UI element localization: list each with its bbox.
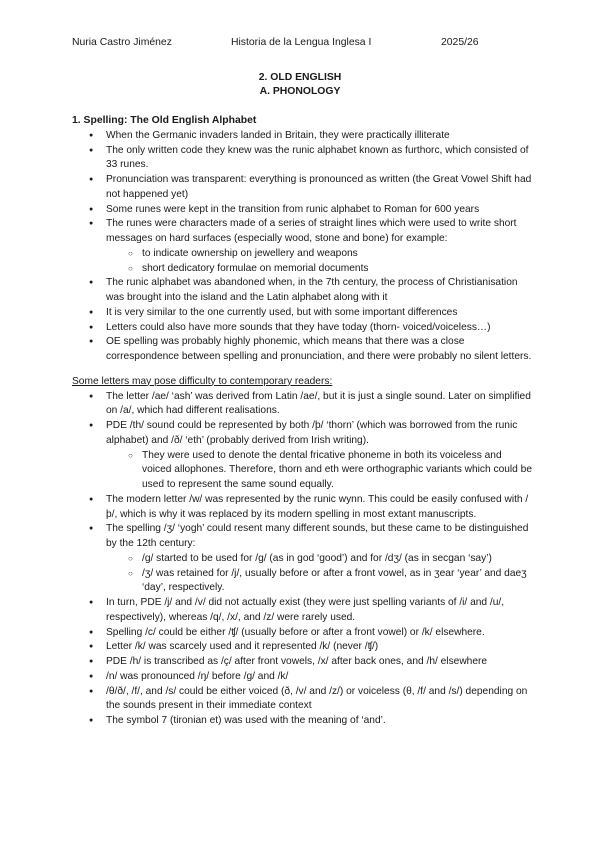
header-author: Nuria Castro Jiménez	[72, 37, 172, 48]
section1-list	[72, 129, 532, 365]
list-item: ● The letter /ae/ ‘ash’ was derived from Latin /ae/, but it is just a single sound. Later on simplified on /a/, which had different realisations.	[72, 390, 532, 420]
list-item-thorn	[72, 419, 532, 493]
list-item-runes	[72, 217, 532, 276]
page-header	[0, 37, 600, 51]
list-item-text: The spelling /ʒ/ ‘yogh’ could resent many different sounds, but these came to be distinguished by the 12th century:	[106, 523, 529, 549]
list-item: ● Spelling /c/ could be either /ʧ/ (usually before or after a front vowel) or /k/ elsewhere.	[72, 626, 532, 641]
sub-list-item: ○ /ʒ/ was retained for /j/, usually before or after a front vowel, as in ʒear ‘year’ and daeʒ ‘day’, respectively.	[72, 567, 532, 597]
list-item: ● The symbol 7 (tironian et) was used with the meaning of ‘and’.	[72, 714, 532, 729]
list-item: ● It is very similar to the one currently used, but with some important differences	[72, 306, 532, 321]
header-course: Historia de la Lengua Inglesa I	[231, 37, 372, 48]
list-item: ● The only written code they knew was the runic alphabet known as furthorc, which consisted of 33 runes.	[72, 144, 532, 174]
sub-list-item: ○ They were used to denote the dental fricative phoneme in both its voiceless and voiced allophones. Therefore, thorn and eth were orthographic variants which could be used to represent the same sound equally.	[72, 449, 532, 493]
document-body	[72, 114, 532, 729]
list-item-text: The runes were characters made of a series of straight lines which were used to write short messages on hard surfaces (especially wood, stone and bone) for example:	[106, 218, 517, 244]
list-item: ● Letter /k/ was scarcely used and it represented /k/ (never /ʧ/)	[72, 640, 532, 655]
list-item: ● When the Germanic invaders landed in Britain, they were practically illiterate	[72, 129, 532, 144]
list-item: ● Pronunciation was transparent: everything is pronounced as written (the Great Vowel Shift had not happened yet)	[72, 173, 532, 203]
list-item: ● OE spelling was probably highly phonemic, which means that there was a close correspondence between spelling and pronunciation, and there were probably no silent letters.	[72, 335, 532, 365]
main-title: 2. OLD ENGLISH	[258, 72, 342, 83]
section2-heading: Some letters may pose difficulty to contemporary readers:	[72, 375, 333, 387]
sub-list-item: ○ to indicate ownership on jewellery and weapons	[72, 247, 532, 262]
list-item: ● The modern letter /w/ was represented by the runic wynn. This could be easily confused with /þ/, which is why it was replaced by its modern spelling in most extant manuscripts.	[72, 493, 532, 523]
list-item-text: PDE /th/ sound could be represented by both /þ/ ‘thorn’ (which was borrowed from the runic alphabet) and /ð/ ‘eth’ (probably derived from Irish writing).	[106, 420, 518, 446]
yogh-sublist	[106, 552, 532, 596]
list-item: ● In turn, PDE /j/ and /v/ did not actually exist (they were just spelling variants of /i/ and /u/, respectively), whereas /q/, /x/, and /z/ were rarely used.	[72, 596, 532, 626]
list-item-yogh	[72, 522, 532, 596]
list-item: ● /n/ was pronounced /ŋ/ before /g/ and /k/	[72, 670, 532, 685]
section-title: 1. Spelling: The Old English Alphabet	[72, 115, 257, 126]
list-item: ● Letters could also have more sounds that they have today (thorn- voiced/voiceless…)	[72, 321, 532, 336]
runes-sublist	[106, 247, 532, 277]
document-titles	[0, 71, 600, 99]
sub-list-item: ○ short dedicatory formulae on memorial documents	[72, 262, 532, 277]
sub-list-item: ○ /g/ started to be used for /g/ (as in god ‘good’) and for /dʒ/ (as in secgan ‘say’)	[72, 552, 532, 567]
list-item: ● The runic alphabet was abandoned when, in the 7th century, the process of Christianisation was brought into the island and the Latin alphabet along with it	[72, 276, 532, 306]
list-item: ● /θ/ð/, /f/, and /s/ could be either voiced (ð, /v/ and /z/) or voiceless (θ, /f/ and /s/) depending on the sounds present in their immediate context	[72, 685, 532, 715]
section2-list	[72, 390, 532, 729]
sub-title: A. PHONOLOGY	[259, 86, 341, 97]
list-item: ● PDE /h/ is transcribed as /ç/ after front vowels, /x/ after back ones, and /h/ elsewhere	[72, 655, 532, 670]
header-year: 2025/26	[441, 37, 479, 48]
thorn-sublist	[106, 449, 532, 493]
list-item: ● Some runes were kept in the transition from runic alphabet to Roman for 600 years	[72, 203, 532, 218]
